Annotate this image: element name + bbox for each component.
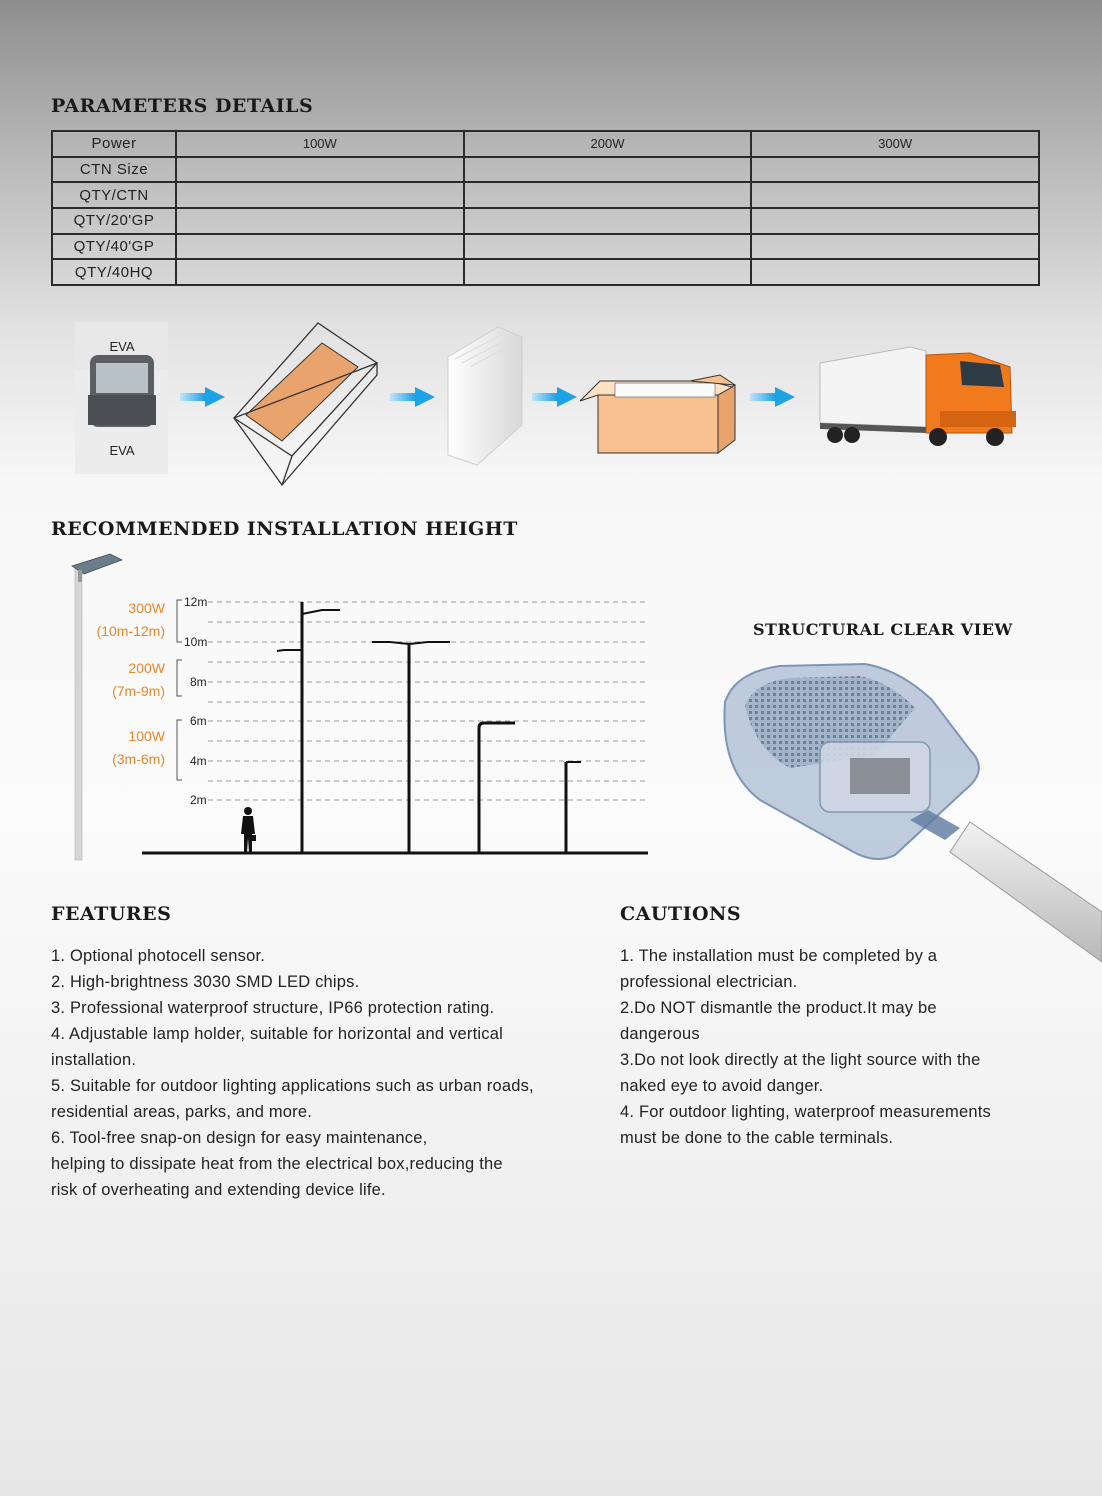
lamp-body <box>724 664 978 859</box>
row-label: QTY/CTN <box>52 182 176 208</box>
table-cell <box>176 157 464 183</box>
table-cell <box>464 234 752 260</box>
list-item: residential areas, parks, and more. <box>51 1103 313 1121</box>
arrow-right-icon <box>532 387 577 407</box>
row-label: QTY/20'GP <box>52 208 176 234</box>
table-cell <box>176 208 464 234</box>
list-item: 1. The installation must be completed by a <box>620 947 938 965</box>
inner-box-icon <box>234 323 377 485</box>
list-item: 5. Suitable for outdoor lighting applications such as urban roads, <box>51 1077 534 1095</box>
street-lamp-icon <box>72 554 122 860</box>
group-power-label: 200W <box>128 660 165 676</box>
features-title: FEATURES <box>51 903 172 925</box>
list-item: installation. <box>51 1051 137 1069</box>
table-row <box>52 259 1039 285</box>
group-range-label: (3m-6m) <box>112 751 165 767</box>
group-range-label: (7m-9m) <box>112 683 165 699</box>
structural-title: STRUCTURAL CLEAR VIEW <box>753 620 1013 639</box>
table-cell <box>464 208 752 234</box>
eva-label-top: EVA <box>109 339 135 354</box>
table-cell <box>751 208 1039 234</box>
tick-label: 4m <box>190 754 207 768</box>
tick-label: 10m <box>184 635 208 649</box>
list-item: helping to dissipate heat from the electrical box,reducing the <box>51 1155 503 1173</box>
tick-label: 2m <box>190 793 207 807</box>
table-cell <box>176 259 464 285</box>
features-list <box>51 943 591 1203</box>
mounting-pipe <box>950 822 1102 962</box>
list-item: professional electrician. <box>620 973 798 991</box>
parameters-title: PARAMETERS DETAILS <box>51 95 314 117</box>
tick-label: 8m <box>190 675 207 689</box>
table-cell <box>464 259 752 285</box>
table-cell <box>176 234 464 260</box>
tick-label: 12m <box>184 595 208 609</box>
lamp-structure-illustration <box>700 650 1102 970</box>
list-item: 1. Optional photocell sensor. <box>51 947 266 965</box>
eva-packed-lamp <box>75 322 168 474</box>
group-range-label: (10m-12m) <box>96 623 165 639</box>
list-item: 4. For outdoor lighting, waterproof measurements <box>620 1103 991 1121</box>
table-row <box>52 208 1039 234</box>
row-label: CTN Size <box>52 157 176 183</box>
row-label: QTY/40HQ <box>52 259 176 285</box>
table-row <box>52 234 1039 260</box>
table-cell <box>751 259 1039 285</box>
table-cell <box>176 182 464 208</box>
list-item: 6. Tool-free snap-on design for easy maintenance, <box>51 1129 428 1147</box>
group-power-label: 100W <box>128 728 165 744</box>
arrow-right-icon <box>750 387 795 407</box>
list-item: 3.Do not look directly at the light source with the <box>620 1051 981 1069</box>
carton-box-icon <box>580 375 735 453</box>
parameters-table <box>51 130 1040 286</box>
list-item: 3. Professional waterproof structure, IP66 protection rating. <box>51 999 495 1017</box>
column-header-300w: 300W <box>751 131 1039 157</box>
installation-title: RECOMMENDED INSTALLATION HEIGHT <box>51 518 518 540</box>
packing-process-illustration <box>60 315 1060 495</box>
list-item: naked eye to avoid danger. <box>620 1077 824 1095</box>
list-item: 2.Do NOT dismantle the product.It may be <box>620 999 937 1017</box>
arrow-right-icon <box>180 387 225 407</box>
cautions-list <box>620 943 1040 1151</box>
table-row <box>52 182 1039 208</box>
foam-stack-icon <box>448 327 522 465</box>
arrow-right-icon <box>390 387 435 407</box>
list-item: 4. Adjustable lamp holder, suitable for horizontal and vertical <box>51 1025 503 1043</box>
list-item: must be done to the cable terminals. <box>620 1129 894 1147</box>
list-item: 2. High-brightness 3030 SMD LED chips. <box>51 973 360 991</box>
row-label: Power <box>52 131 176 157</box>
installation-height-diagram <box>60 548 660 868</box>
list-item: risk of overheating and extending device life. <box>51 1181 386 1199</box>
person-icon <box>241 807 256 853</box>
truck-icon <box>820 347 1016 446</box>
column-header-100w: 100W <box>176 131 464 157</box>
list-item: dangerous <box>620 1025 700 1043</box>
eva-label-bottom: EVA <box>109 443 135 458</box>
table-cell <box>751 157 1039 183</box>
tick-label: 6m <box>190 714 207 728</box>
group-power-label: 300W <box>128 600 165 616</box>
table-cell <box>751 182 1039 208</box>
table-row <box>52 157 1039 183</box>
column-header-200w: 200W <box>464 131 752 157</box>
table-cell <box>751 234 1039 260</box>
row-label: QTY/40'GP <box>52 234 176 260</box>
cautions-title: CAUTIONS <box>620 903 742 925</box>
table-cell <box>464 182 752 208</box>
table-row <box>52 131 1039 157</box>
pole-6m <box>479 723 515 853</box>
table-cell <box>464 157 752 183</box>
